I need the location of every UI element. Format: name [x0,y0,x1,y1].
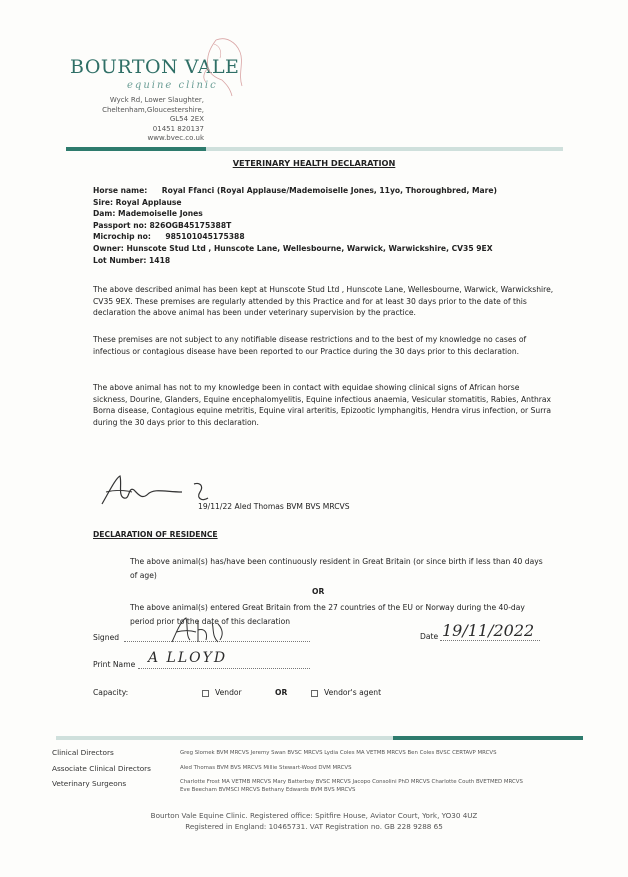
date-value: 19/11/2022 [442,621,535,640]
lot-number: Lot Number: 1418 [93,255,171,265]
footer-line-2: Registered in England: 10465731. VAT Registration no. GB 228 9288 65 [185,822,443,831]
microchip-value: 985101045175388 [165,232,245,242]
veterinary-surgeons-names-1: Charlotte Frost MA VETMB MRCVS Mary Batterbsy BVSC MRCVS Jacopo Consolini PhD MRCVS Charlotte Couth BVETMED MRCVS [180,779,523,785]
paragraph-contact: The above animal has not to my knowledge been in contact with equidae showing clinical signs of African horse sickness, Dourine, Glanders, Equine encephalomyelitis, Equine infectious anaemia, Vesicular stomatitis, Rabies, Anthrax Borna disease, Contagious equine metritis, Equine viral arteritis, Epizootic lymphangitis, Hendra virus infection, or Surra during the 30 days prior to this declaration. [93,383,552,427]
horse-details [93,185,497,266]
residence-or: OR [312,587,325,596]
horse-head-logo-icon [196,34,250,98]
date-label: Date [420,632,439,641]
clinical-directors-names: Greg Slomek BVM MRCVS Jeremy Swan BVSC MRCVS Lydia Coles MA VETMB MRCVS Ben Coles BVSC CERTAVP MRCVS [180,750,497,756]
vendor-checkbox[interactable] [202,690,209,697]
paragraph-premises: The above described animal has been kept at Hunscote Stud Ltd , Hunscote Lane, Wellesbourne, Warwick, Warwickshire, CV35 9EX. These premises are regularly attended by this Practice and for at least 30 days prior to the date of this declaration the above animal has been under veterinary supervision by the practice. [93,285,554,318]
residence-option-2: The above animal(s) entered Great Britain from the 27 countries of the EU or Norway during the 40-day period prior to the date of this declaration [130,603,525,626]
clinic-logo-subtitle: equine clinic [127,80,218,91]
clinic-address: Wyck Rd, Lower Slaughter, Cheltenham,Gloucestershire, GL54 2EX 01451 820137 www.bvec.co.uk [102,96,204,142]
residence-title: DECLARATION OF RESIDENCE [93,530,218,539]
vendor-signature-mark [168,614,228,646]
print-name-label: Print Name [93,660,136,669]
vet-signature-text: 19/11/22 Aled Thomas BVM BVS MRCVS [198,502,350,511]
footer-line-1: Bourton Vale Equine Clinic. Registered office: Spitfire House, Aviator Court, York, YO30 4UZ [150,811,478,820]
date-line[interactable] [440,640,540,641]
capacity-or: OR [275,688,288,697]
associate-directors-names: Aled Thomas BVM BVS MRCVS Millie Stewart-Wood DVM MRCVS [180,765,352,771]
vendor-agent-checkbox[interactable] [311,690,318,697]
print-name-value: A LLOYD [148,650,228,666]
owner: Owner: Hunscote Stud Ltd , Hunscote Lane, Wellesbourne, Warwick, Warwickshire, CV35 9EX [93,243,493,253]
page-title: VETERINARY HEALTH DECLARATION [232,158,396,168]
associate-directors-label: Associate Clinical Directors [52,764,151,773]
footer-divider-accent [393,736,583,740]
horse-name-value: Royal Ffanci (Royal Applause/Mademoiselle Jones, 11yo, Thoroughbred, Mare) [161,186,498,195]
passport: Passport no: 826OGB45175388T [93,220,232,230]
veterinary-surgeons-names-2: Eve Beecham BVMSCI MRCVS Bethany Edwards BVM BVS MRCVS [180,787,356,793]
paragraph-disease: These premises are not subject to any notifiable disease restrictions and to the best of my knowledge no cases of infectious or contagious disease have been reported to our Practice during the 30 days prior to this declaration. [93,335,527,356]
vendor-option[interactable]: Vendor [202,688,242,697]
print-name-line[interactable] [138,668,310,669]
dam: Dam: Mademoiselle Jones [93,209,203,219]
header-divider-accent [66,147,206,151]
clinic-logo-name: BOURTON VALE [70,56,240,78]
clinical-directors-label: Clinical Directors [52,748,114,757]
horse-name-label: Horse name: [93,186,148,195]
signed-label: Signed [93,633,120,642]
residence-option-1: The above animal(s) has/have been continuously resident in Great Britain (or since birth if less than 40 days of age) [130,557,543,580]
vendor-agent-option[interactable]: Vendor's agent [311,688,381,697]
capacity-label: Capacity: [93,688,129,697]
microchip-label: Microchip no: [93,232,151,242]
sire: Sire: Royal Applause [93,197,182,207]
veterinary-surgeons-label: Veterinary Surgeons [52,779,127,788]
